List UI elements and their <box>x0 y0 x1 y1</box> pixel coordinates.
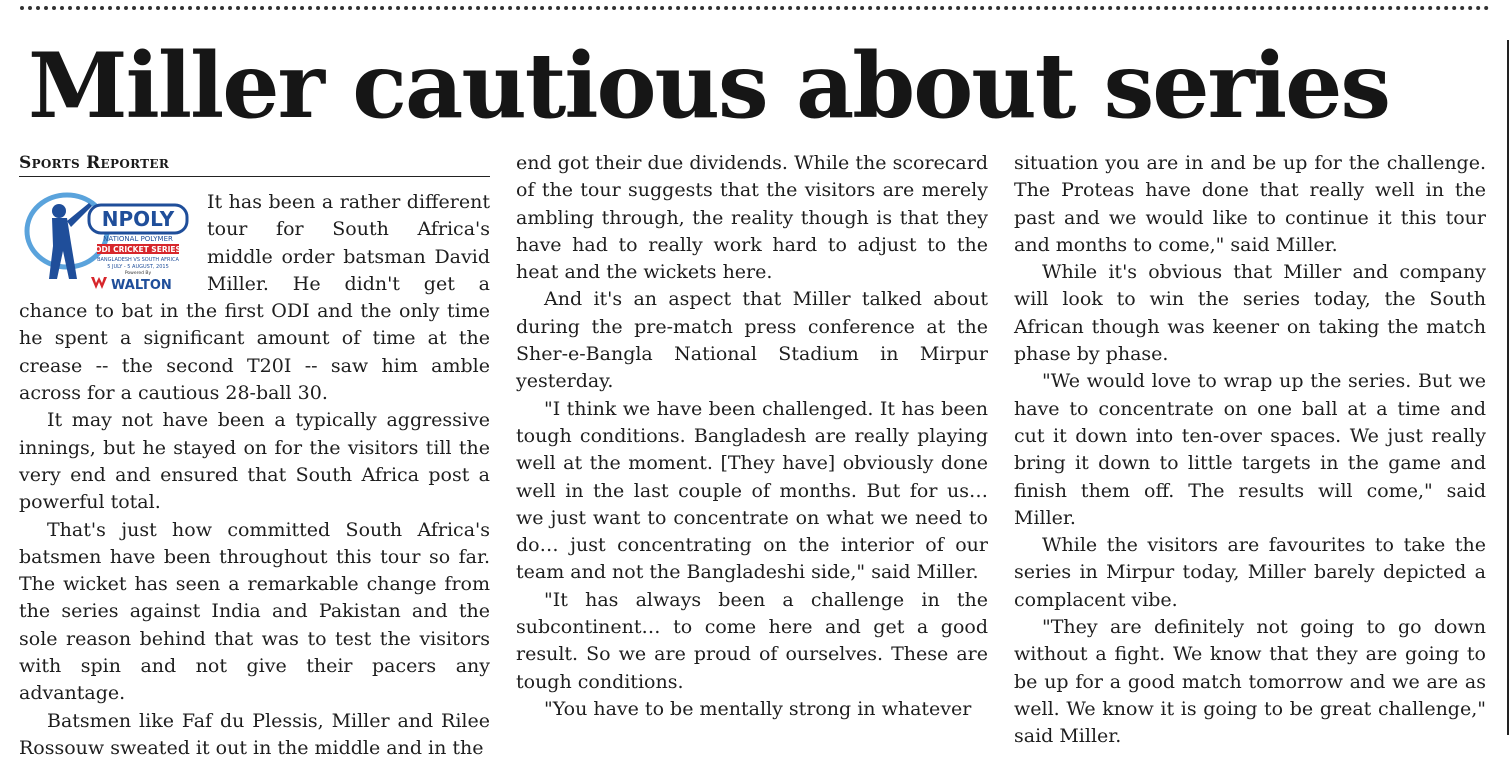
paragraph: "I think we have been challenged. It has been tough conditions. Bangladesh are really playing well at the moment. [They have] obviously done well in the last couple of months. But for us… we just want to concentrate on what we need to do… just concentrating on the interior of our team and not the Bangladeshi side," said Miller. <box>516 397 988 584</box>
paragraph: And it's an aspect that Miller talked about during the pre-match press conference at the Sher-e-Bangla National Stadium in Mirpur yesterday. <box>516 288 988 393</box>
paragraph: While it's obvious that Miller and company will look to win the series today, the South African though was keener on taking the match phase by phase. <box>1014 261 1486 366</box>
logo-sub2: ODI CRICKET SERIES <box>95 245 181 254</box>
paragraph: "It has always been a challenge in the subcontinent… to come here and get a good result. So we are proud of ourselves. These are tough conditions. <box>516 588 988 693</box>
logo-sub3: BANGLADESH VS SOUTH AFRICA <box>97 257 179 263</box>
logo-brand: NPOLY <box>101 207 175 231</box>
top-dotted-rule <box>20 6 1490 14</box>
paragraph: end got their due dividends. While the scorecard of the tour suggests that the visitors are merely ambling through, the reality though is that they have had to really work hard to adjust to the heat and the wickets here. <box>516 152 988 284</box>
paragraph: It may not have been a typically aggressive innings, but he stayed on for the visitors till the very end and ensured that South Africa post a powerful total. <box>19 409 490 514</box>
article-column-3 <box>1014 150 1486 751</box>
paragraph: While the visitors are favourites to take the series in Mirpur today, Miller barely depicted a complacent vibe. <box>1014 534 1486 611</box>
paragraph: "They are definitely not going to go down without a fight. We know that they are going to be up for a good match tomorrow and we are as well. We know it is going to be great challenge," said Miller. <box>1014 616 1486 748</box>
paragraph: "We would love to wrap up the series. But we have to concentrate on one ball at a time and cut it down into ten-over spaces. We just really bring it down to little targets in the game and finish them off. The results will come," said Miller. <box>1014 370 1486 529</box>
article-column-2 <box>516 150 988 723</box>
headline: Miller cautious about series <box>28 33 1390 139</box>
logo-sponsor: WALTON <box>111 278 172 291</box>
paragraph: That's just how committed South Africa's batsmen have been throughout this tour so far. The wicket has seen a remarkable change from the series against India and Pakistan and the sole reason behind that was to test the visitors with spin and not give their pacers any advantage. <box>19 518 490 705</box>
logo-powered: Powered By <box>124 271 152 276</box>
paragraph: situation you are in and be up for the challenge. The Proteas have done that really well in the past and we would like to continue it this tour and months to come," said Miller. <box>1014 152 1486 256</box>
byline: Sports Reporter <box>19 150 490 177</box>
walton-w-icon <box>91 277 107 289</box>
logo-sub4: 5 JULY - 5 AUGUST, 2015 <box>107 264 169 270</box>
logo-sub1: NATIONAL POLYMER <box>103 235 173 243</box>
batsman-icon <box>49 203 92 279</box>
article-column-1 <box>19 150 490 762</box>
npoly-series-logo <box>19 191 195 291</box>
paragraph: "You have to be mentally strong in whatever <box>544 697 972 720</box>
paragraph: Batsmen like Faf du Plessis, Miller and Rilee Rossouw sweated it out in the middle and in the <box>19 709 490 759</box>
paragraph: It has been a rather different tour for South Africa's middle order batsman David Miller. He didn't get a chance to bat in the first ODI and the only time he spent a significant amount of time at the crease -- the second T20I -- saw him amble across for a cautious 28-ball 30. <box>19 191 490 405</box>
right-column-rule <box>1507 40 1509 735</box>
